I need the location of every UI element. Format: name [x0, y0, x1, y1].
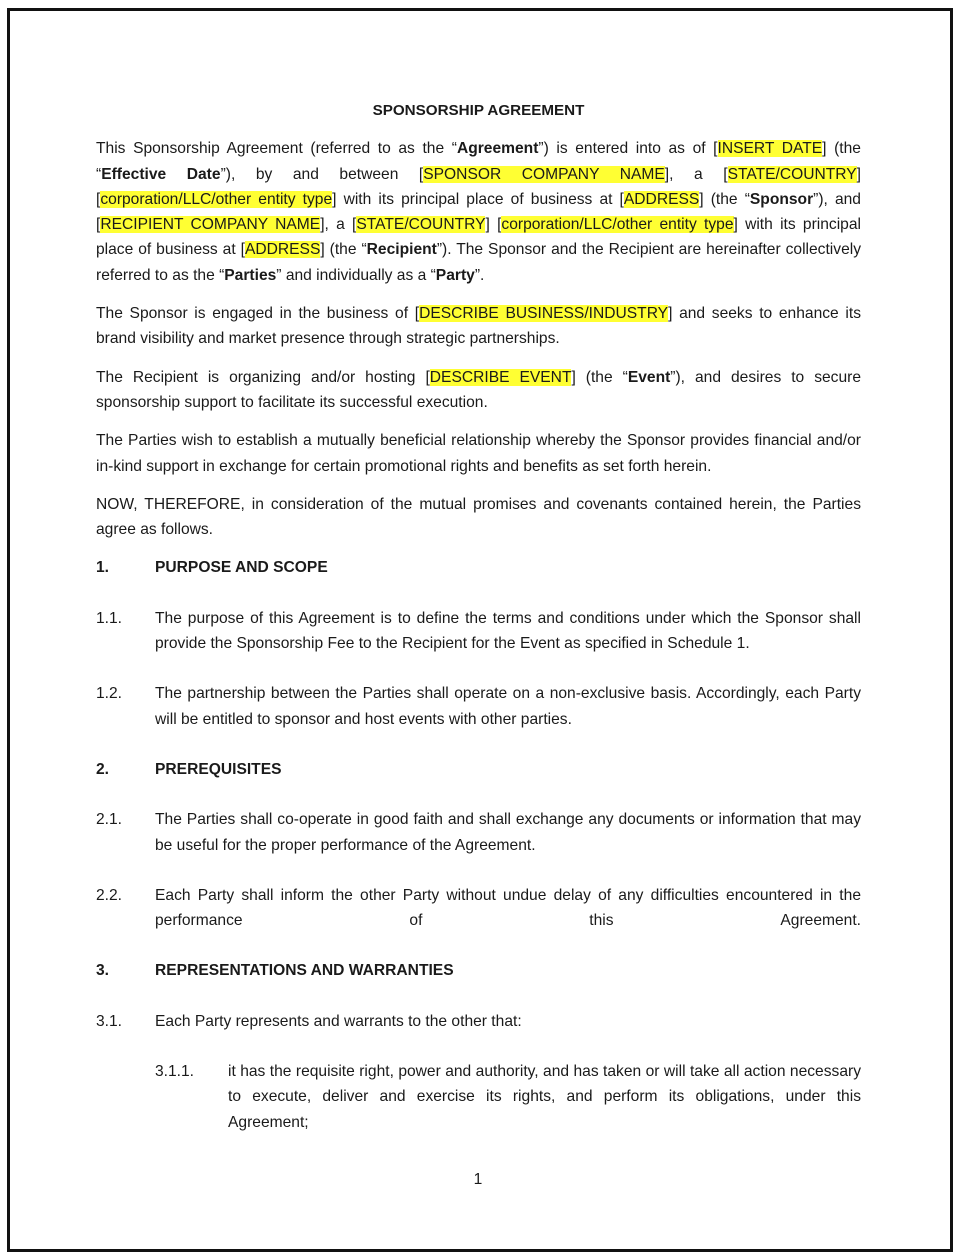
clause-text: The purpose of this Agreement is to define the terms and conditions under which the Sponsor shall provide the Sponsorship Fee to the Recipient for the Event as specified in Schedule 1. — [155, 609, 861, 653]
section-title: PURPOSE AND SCOPE — [155, 559, 328, 577]
clause — [96, 1009, 861, 1034]
placeholder-sponsor-entity-type: corporation/LLC/other entity type — [100, 190, 333, 208]
placeholder-sponsor-state-country: STATE/COUNTRY — [727, 165, 857, 183]
placeholder-business-industry: DESCRIBE BUSINESS/INDUSTRY — [419, 305, 669, 323]
placeholder-sponsor-address: ADDRESS — [623, 190, 700, 208]
clause — [96, 807, 861, 858]
section-title: REPRESENTATIONS AND WARRANTIES — [155, 962, 454, 980]
clause-number: 1.1. — [96, 609, 123, 627]
clause-text-line: performance of this Agreement. — [155, 912, 861, 930]
placeholder-event: DESCRIBE EVENT — [429, 368, 572, 386]
clause-number: 1.2. — [96, 685, 123, 703]
subclause — [155, 1059, 861, 1135]
section-heading — [96, 958, 861, 983]
clause — [96, 883, 861, 934]
event-paragraph: The Recipient is organizing and/or hosting [DESCRIBE EVENT] (the “Event”), and desires to secure sponsorship support to facilitate its successful execution. — [96, 368, 862, 411]
clause-text — [155, 883, 861, 934]
placeholder-sponsor-company-name: SPONSOR COMPANY NAME — [423, 165, 665, 183]
clause — [96, 606, 861, 657]
clause — [96, 681, 861, 732]
section-number: 1. — [96, 559, 110, 577]
clause-text: Each Party represents and warrants to the other that: — [155, 1012, 522, 1030]
now-therefore-paragraph: NOW, THEREFORE, in consideration of the mutual promises and covenants contained herein, the Parties agree as follows. — [96, 495, 861, 539]
placeholder-recipient-address: ADDRESS — [244, 241, 321, 259]
section-number: 2. — [96, 760, 110, 778]
section-title: PREREQUISITES — [155, 760, 282, 778]
clause-number: 2.1. — [96, 811, 123, 829]
clause-text: The Parties shall co-operate in good faith and shall exchange any documents or information that may be useful for the proper performance of the Agreement. — [155, 811, 861, 854]
business-paragraph: The Sponsor is engaged in the business of [DESCRIBE BUSINESS/INDUSTRY] and seeks to enhance its brand visibility and market presence through strategic partnerships. — [96, 305, 861, 348]
clause-text: The partnership between the Parties shall operate on a non-exclusive basis. Accordingly, each Party will be entitled to sponsor and host events with other parties. — [155, 685, 861, 728]
placeholder-insert-date: INSERT DATE — [717, 140, 823, 158]
page-number: 1 — [473, 1171, 483, 1188]
relationship-paragraph: The Parties wish to establish a mutually beneficial relationship whereby the Sponsor provides financial and/or in-kind support in exchange for certain promotional rights and benefits as set forth herein. — [96, 432, 861, 475]
clause-number: 2.2. — [96, 886, 123, 904]
document-body — [96, 98, 861, 1135]
intro-paragraph: This Sponsorship Agreement (referred to as the “Agreement”) is entered into as of [INSERT DATE] (the “Effective Date”), by and between [SPONSOR COMPANY NAME], a [STATE/COUNTRY] [corporation/LLC/other entity type] with its principal place of business at [ADDRESS] (the “Sponsor”), and [RECIPIENT COMPANY NAME], a [STATE/COUNTRY] [corporation/LLC/other entity type] with its principal place of business at [ADDRESS] (the “Recipient”). The Sponsor and the Recipient are hereinafter collectively referred to as the “Parties” and individually as a “Party”. — [96, 140, 862, 284]
placeholder-recipient-state-country: STATE/COUNTRY — [356, 216, 486, 234]
clause-number: 3.1. — [96, 1012, 123, 1030]
section-heading — [96, 555, 861, 580]
section-number: 3. — [96, 962, 110, 980]
subclause-number: 3.1.1. — [155, 1063, 195, 1081]
section-heading — [96, 757, 861, 782]
placeholder-recipient-company-name: RECIPIENT COMPANY NAME — [100, 216, 321, 234]
document-title: SPONSORSHIP AGREEMENT — [372, 102, 585, 119]
clause-text-line: Each Party shall inform the other Party without undue delay of any difficulties encountered in the — [155, 886, 861, 904]
placeholder-recipient-entity-type: corporation/LLC/other entity type — [501, 216, 734, 234]
subclause-text: it has the requisite right, power and authority, and has taken or will take all action necessary to execute, deliver and exercise its rights, and perform its obligations, under this Agreement; — [228, 1063, 861, 1131]
